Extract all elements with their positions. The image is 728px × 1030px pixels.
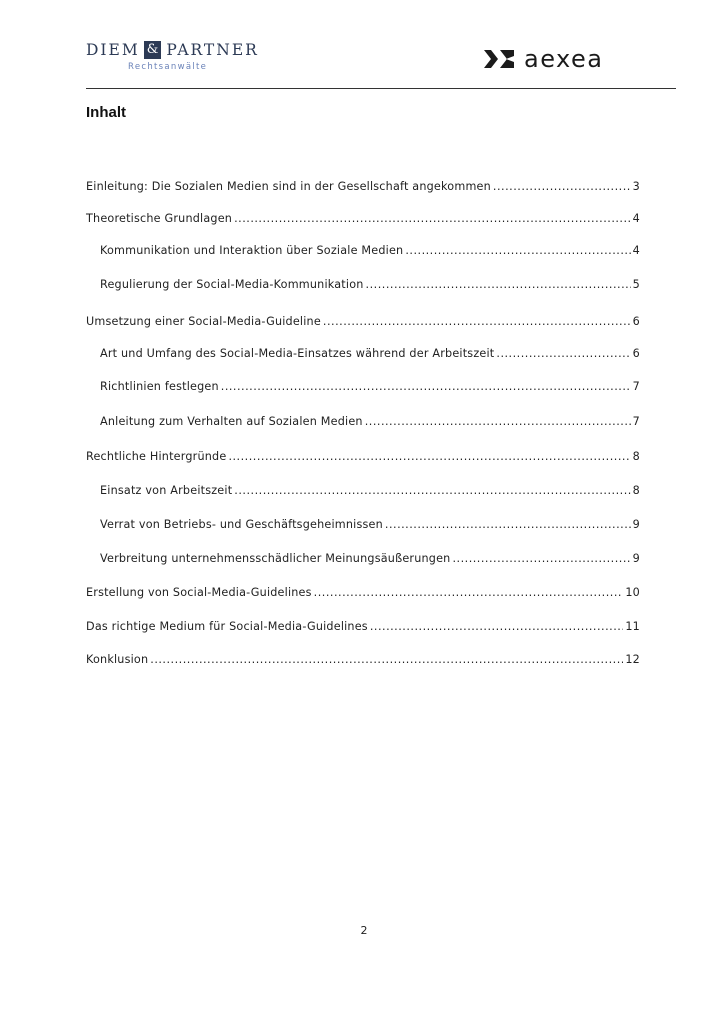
header-divider [86,88,676,89]
toc-entry[interactable] [86,652,640,668]
toc-leader-dots [228,449,630,465]
toc-entry[interactable] [86,585,640,601]
toc-entry-text: Umsetzung einer Social-Media-Guideline [86,315,321,328]
toc-entry-page: 4 [632,212,640,225]
toc-leader-dots [370,619,624,635]
toc-entry-text: Richtlinien festlegen [100,380,219,393]
toc-entry[interactable] [100,483,640,499]
toc-entry-page: 10 [625,586,640,599]
toc-entry-page: 8 [632,484,640,497]
toc-leader-dots [452,551,630,567]
toc-leader-dots [405,243,630,259]
toc-entry-page: 6 [632,347,640,360]
toc-entry-page: 8 [632,450,640,463]
toc-entry-text: Art und Umfang des Social-Media-Einsatzes während der Arbeitszeit [100,347,495,360]
toc-entry-page: 9 [632,552,640,565]
toc-entry[interactable] [100,346,640,362]
toc-entry[interactable] [86,211,640,227]
toc-leader-dots [366,277,631,293]
toc-entry-text: Regulierung der Social-Media-Kommunikation [100,278,364,291]
toc-entry-page: 5 [632,278,640,291]
toc-entry-text: Theoretische Grundlagen [86,212,233,225]
toc-leader-dots [365,414,631,430]
logo-name-part1: DIEM [86,41,140,59]
toc-entry-text: Das richtige Medium für Social-Media-Guidelines [86,620,368,633]
toc-entry-page: 7 [632,415,640,428]
toc-entry[interactable] [100,551,640,567]
toc-leader-dots [234,483,630,499]
toc-entry-text: Verbreitung unternehmensschädlicher Meinungsäußerungen [100,552,451,565]
toc-leader-dots [314,585,624,601]
toc-entry[interactable] [100,517,640,533]
toc-entry-page: 6 [632,315,640,328]
toc-leader-dots [496,346,630,362]
toc-entry[interactable] [100,414,640,430]
toc-entry[interactable] [100,277,640,293]
toc-entry[interactable] [100,379,640,395]
toc-entry-text: Rechtliche Hintergründe [86,450,227,463]
toc-entry[interactable] [100,243,640,259]
logo-ampersand: & [144,41,162,59]
toc-entry-text: Verrat von Betriebs- und Geschäftsgeheimnissen [100,518,383,531]
toc-entry-page: 12 [625,653,640,666]
toc-entry-page: 3 [632,180,640,193]
toc-entry-text: Erstellung von Social-Media-Guidelines [86,586,312,599]
toc-entry[interactable] [86,449,640,465]
toc-entry-page: 11 [625,620,640,633]
toc-entry[interactable] [86,179,640,195]
toc-leader-dots [150,652,623,668]
toc-entry[interactable] [86,314,640,330]
diem-partner-logo [86,40,259,76]
diem-partner-logo-name [86,40,259,60]
toc-leader-dots [221,379,631,395]
toc-leader-dots [493,179,631,195]
toc-entry[interactable] [86,619,640,635]
page-number: 2 [360,924,368,937]
logo-name-part2: PARTNER [166,41,259,59]
toc-entry-text: Anleitung zum Verhalten auf Sozialen Medien [100,415,363,428]
logo-subtitle: Rechtsanwälte [128,62,208,72]
toc-entry-page: 4 [632,244,640,257]
toc-entry-text: Konklusion [86,653,149,666]
aexea-logo [484,47,604,71]
toc-leader-dots [323,314,631,330]
aexea-mark-icon [484,50,514,68]
toc-entry-page: 9 [632,518,640,531]
toc-entry-page: 7 [632,380,640,393]
toc-leader-dots [234,211,631,227]
toc-entry-text: Kommunikation und Interaktion über Soziale Medien [100,244,404,257]
toc-title: Inhalt [86,104,126,121]
aexea-wordmark: aexea [524,45,604,73]
toc-entry-text: Einsatz von Arbeitszeit [100,484,233,497]
toc-leader-dots [385,517,631,533]
toc-entry-text: Einleitung: Die Sozialen Medien sind in der Gesellschaft angekommen [86,180,491,193]
